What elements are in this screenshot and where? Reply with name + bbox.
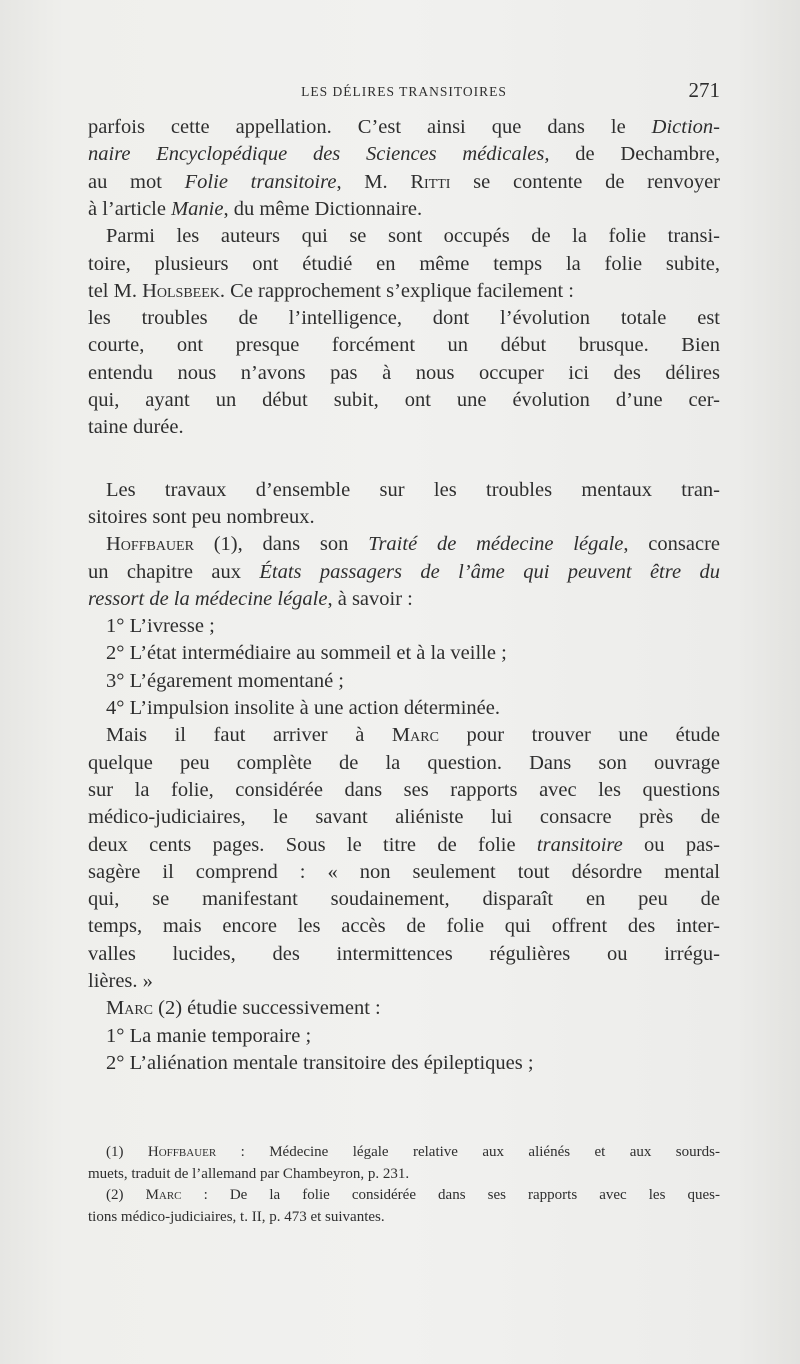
text-run: sitoires sont peu nombreux. [88,505,315,528]
footnote-line [88,1207,720,1227]
text-line [88,169,720,195]
text-run: Parmi les auteurs qui se sont occupés de la folie transi- [106,225,720,248]
text-line [106,722,720,748]
text-run: les troubles de l’intelligence, dont l’évolution totale est [88,307,720,330]
text-line [106,1023,720,1049]
author-name: Marc [145,1187,182,1203]
text-run: un chapitre aux [88,560,260,583]
text-run: . Ce rapprochement s’explique facilement : [219,279,574,302]
italic-text: Traité de médecine légale [368,533,624,556]
text-run: : De la folie considérée dans ses rapports avec les ques- [181,1187,720,1203]
text-line [88,859,720,885]
text-line [106,995,720,1021]
text-line [88,387,720,413]
text-line [88,141,720,167]
text-run: parfois cette appellation. C’est ainsi que dans le [88,116,652,138]
text-line [88,750,720,776]
text-run: 2° L’aliénation mentale transitoire des épileptiques ; [106,1051,534,1074]
italic-text: Manie [171,197,224,220]
author-name: Holsbeek [142,279,220,302]
author-name: Hoffbauer [106,533,194,556]
text-run: lières. » [88,970,153,992]
text-line [88,968,720,994]
text-run: quelque peu complète de la question. Dans son ouvrage [88,751,720,774]
text-line [88,360,720,386]
text-line [106,477,720,503]
running-header [88,78,720,106]
italic-text: Diction- [651,116,720,138]
page-number: 271 [688,78,720,102]
author-name: Hoffbauer [147,1144,217,1160]
text-run: à l’article [88,197,172,220]
text-line [88,886,720,912]
author-name: Marc [106,997,154,1020]
text-line [88,777,720,803]
text-line [88,504,720,530]
text-run: 1° L’ivresse ; [106,615,215,638]
text-run: de Dechambre, [549,143,720,166]
text-run: (2) étudie successivement : [153,997,381,1020]
text-run: (1), dans son [193,533,369,556]
text-run: (1) [106,1144,148,1160]
text-run: au mot [88,170,185,193]
text-run: tel M. [88,279,143,302]
text-line [88,832,720,858]
text-line [88,586,720,612]
text-run: courte, ont presque forcément un début brusque. Bien [88,334,720,357]
text-run: 1° La manie temporaire ; [106,1024,312,1047]
text-line [88,196,720,222]
text-line [106,1050,720,1076]
text-line [88,559,720,585]
italic-text: transitoire [536,833,623,856]
text-run: toire, plusieurs ont étudié en même temps la folie subite, [88,252,720,275]
text-line [106,640,720,666]
text-run: 3° L’égarement momentané ; [106,669,344,692]
text-run: qui, ayant un début subit, ont une évolution d’une cer- [88,389,720,411]
text-run: muets, traduit de l’allemand par Chambeyron, p. 231. [88,1165,410,1182]
text-run: 2° L’état intermédiaire au sommeil et à la veille ; [106,642,507,665]
text-line [88,804,720,830]
text-run: : Médecine légale relative aux aliénés et aux sourds- [216,1144,720,1160]
text-line [106,668,720,694]
italic-text: Folie transitoire [184,170,337,193]
text-run: (2) [106,1187,146,1203]
text-run: pour trouver une étude [438,724,720,747]
text-run: entendu nous n’avons pas à nous occuper ici des délires [88,361,720,384]
text-line [88,913,720,939]
footnote-line [106,1185,720,1205]
text-run: temps, mais encore les accès de folie qui offrent des inter- [88,915,720,938]
author-name: Marc [391,724,439,747]
text-run: , du même Dictionnaire. [223,197,423,220]
text-line [88,114,720,140]
text-run: médico-judiciaires, le savant aliéniste lui consacre près de [88,806,720,829]
text-run: , à savoir : [327,587,413,610]
text-run: , M. [336,170,411,193]
text-run: 4° L’impulsion insolite à une action déterminée. [106,697,501,719]
italic-text: naire Encyclopédique des Sciences médicales, [88,143,550,166]
text-line [106,223,720,249]
italic-text: États passagers de l’âme qui peuvent être du [259,560,720,583]
text-run: valles lucides, des intermittences régulières ou irrégu- [88,942,720,965]
text-line [88,251,720,277]
text-line [88,414,720,440]
footnote-line [88,1164,720,1184]
italic-text: ressort de la médecine légale [88,587,328,610]
text-run: qui, se manifestant soudainement, disparaît en peu de [88,888,720,911]
footnote-line [106,1142,720,1162]
text-line [106,695,720,721]
text-run: tions médico-judiciaires, t. II, p. 473 et suivantes. [88,1208,385,1225]
text-run: sur la folie, considérée dans ses rapports avec les questions [88,778,720,801]
text-line [88,278,720,304]
author-name: Ritti [410,170,451,193]
text-run: sagère il comprend : « non seulement tout désordre mental [88,860,720,883]
text-run: Les travaux d’ensemble sur les troubles mentaux tran- [106,478,720,501]
text-run: , consacre [623,533,721,556]
text-line [88,332,720,358]
text-line [106,613,720,639]
text-run: ou pas- [622,833,721,856]
text-run: taine durée. [88,416,184,439]
text-line [106,531,720,557]
text-line [88,305,720,331]
running-title: LES DÉLIRES TRANSITOIRES [301,84,507,99]
text-run: Mais il faut arriver à [106,724,392,747]
text-line [88,941,720,967]
text-run: se contente de renvoyer [450,170,720,193]
text-run: deux cents pages. Sous le titre de folie [88,833,537,856]
